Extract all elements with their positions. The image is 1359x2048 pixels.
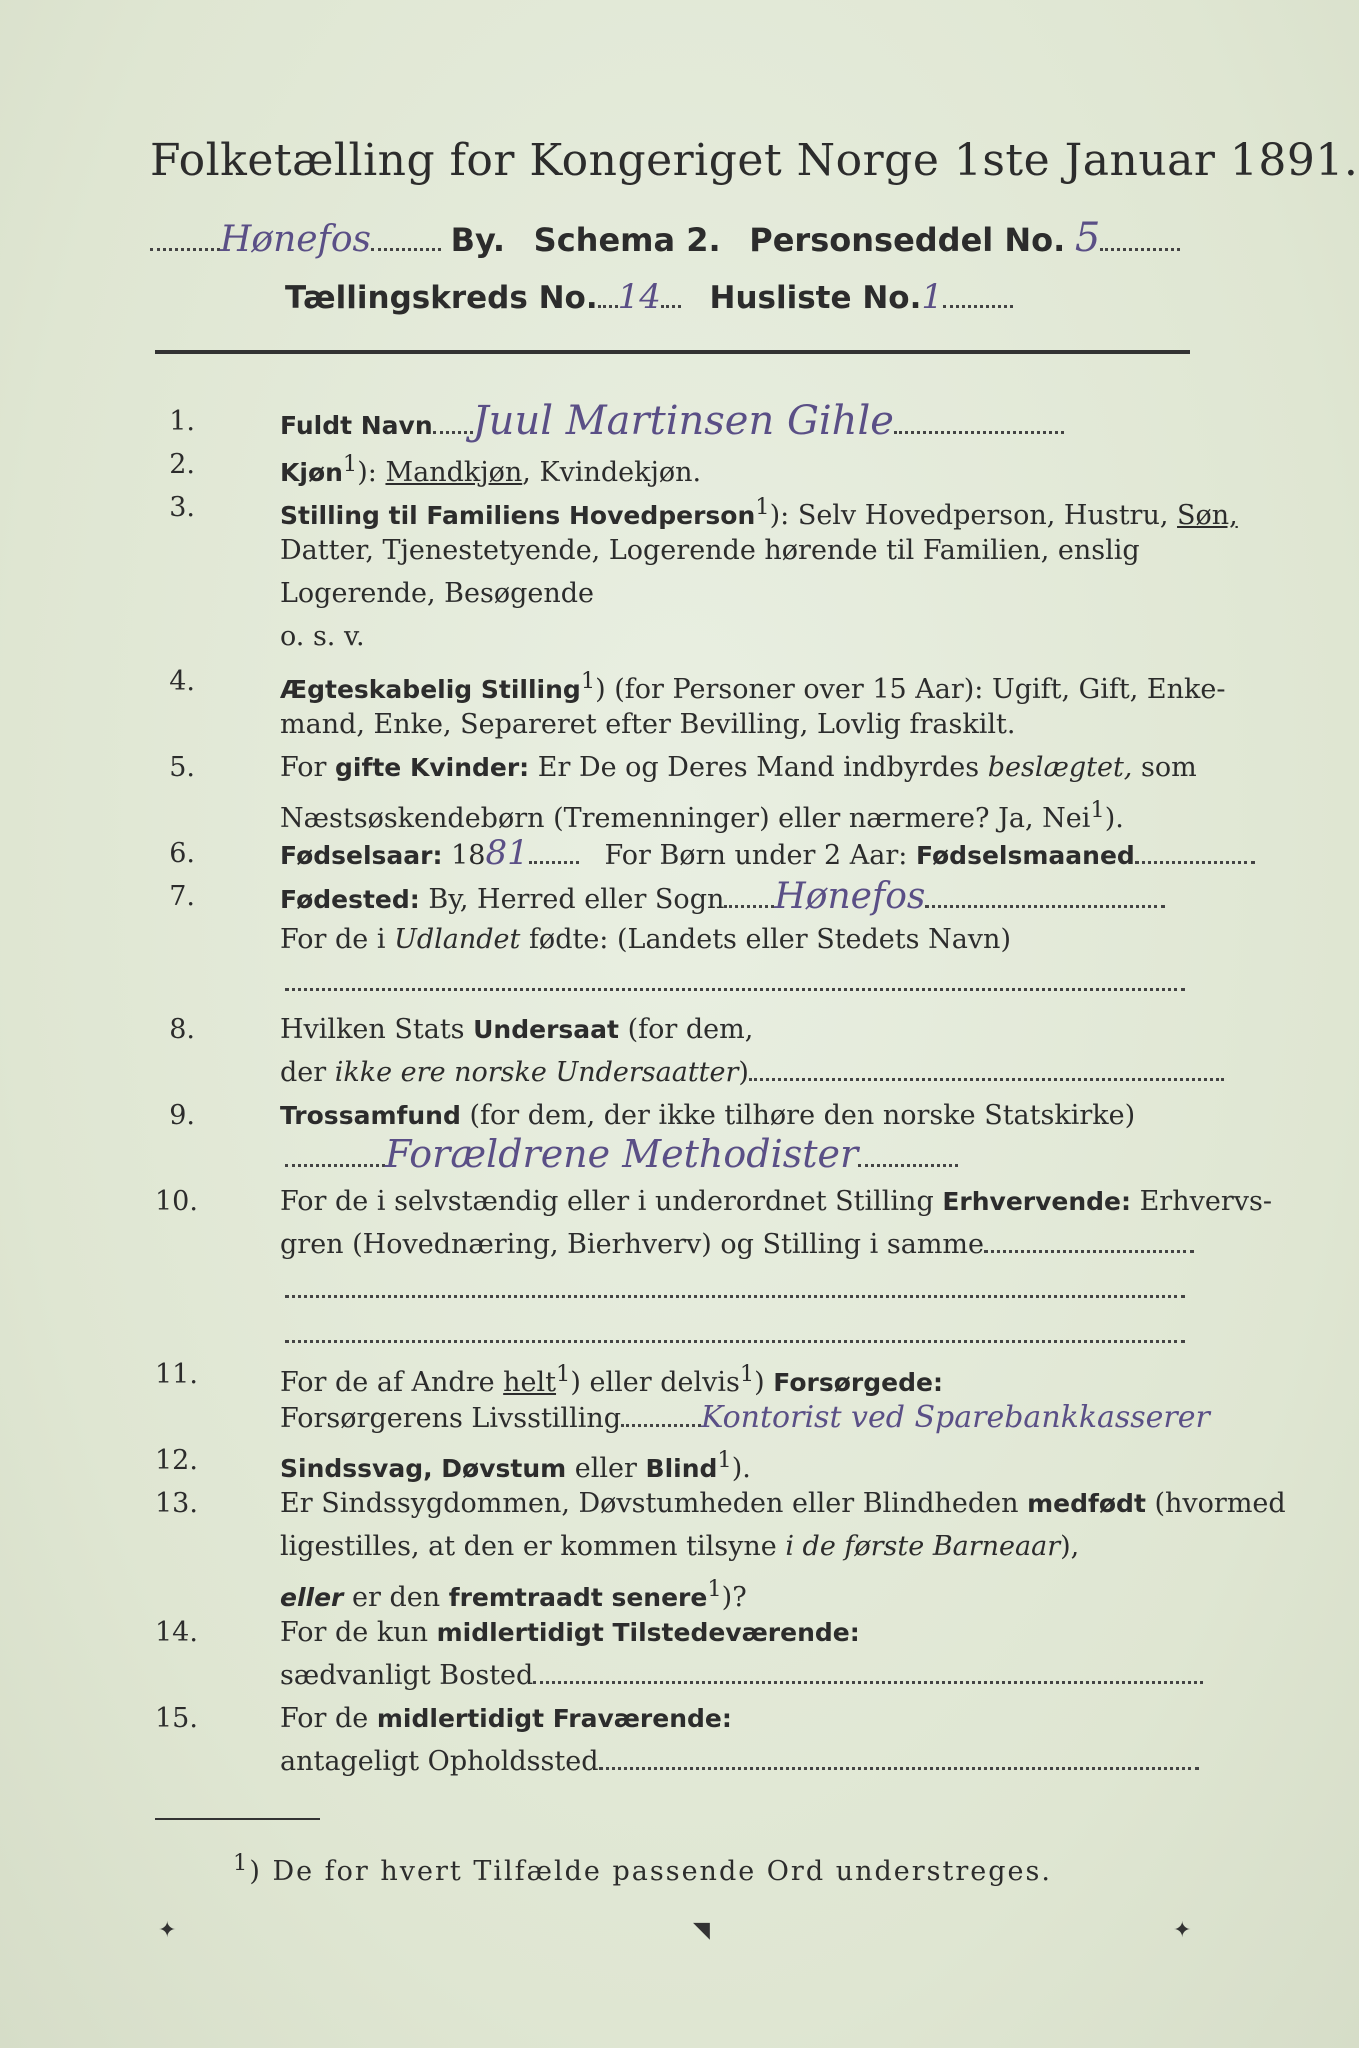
- q8-line1: (for dem,: [618, 1014, 754, 1045]
- q7-line2-italic: Udlandet: [394, 924, 521, 955]
- q8-line2-italic: ikke ere norske Undersaatter: [334, 1057, 739, 1088]
- q5-line1: Er De og Deres Mand indbyrdes: [529, 752, 988, 783]
- q11-line2: Forsørgerens Livsstilling: [280, 1403, 622, 1434]
- q2-option-kvindekjon: Kvindekjøn.: [539, 457, 702, 488]
- q12-label2: Blind: [645, 1454, 718, 1483]
- q11-number: 11.: [155, 1359, 198, 1390]
- q5-line1-end: som: [1132, 752, 1197, 783]
- husliste-label: Husliste No.: [709, 280, 922, 316]
- q14-line2: sædvanligt Bosted: [280, 1660, 534, 1691]
- by-label: By.: [450, 221, 506, 259]
- footnote-sup: 1: [233, 1850, 250, 1876]
- q14-label: midlertidigt Tilstedeværende:: [436, 1618, 860, 1647]
- q15-pre: For de: [280, 1703, 377, 1734]
- q8-label: Undersaat: [473, 1015, 619, 1044]
- corner-mark-center: ◥: [693, 1918, 710, 1943]
- q3-line1: ): Selv Hovedperson, Hustru,: [769, 500, 1178, 531]
- q10-blank-line-2: [285, 1313, 1185, 1356]
- q3-number: 3.: [169, 492, 195, 523]
- q8-pre: Hvilken Stats: [280, 1014, 474, 1045]
- q5-pre: For: [280, 752, 336, 783]
- q8-line2-pre: der: [280, 1057, 335, 1088]
- q13-label: medfødt: [1027, 1489, 1146, 1518]
- q12-label: Sindssvag, Døvstum: [280, 1454, 567, 1483]
- q6-mid: For Børn under 2 Aar:: [604, 840, 908, 871]
- q9-answer-line: [285, 1133, 958, 1180]
- q1-answer: Juul Martinsen Gihle: [472, 398, 894, 444]
- q13-line3-bold: fremtraadt senere: [448, 1583, 708, 1612]
- q4-line1: ) (for Personer over 15 Aar): Ugift, Gift, Enke-: [595, 674, 1226, 705]
- q10-line2-wrap: [280, 1223, 1194, 1266]
- q4-sup: 1: [580, 668, 596, 694]
- q6-number: 6.: [169, 838, 195, 869]
- q13-line2-wrap: [280, 1525, 1079, 1568]
- q12-mid: eller: [566, 1453, 646, 1484]
- q13-line1: (hvormed: [1145, 1488, 1286, 1519]
- q3-sup: 1: [755, 494, 770, 520]
- q6-label: Fødselsaar:: [280, 841, 443, 870]
- q9-line1: (for dem, der ikke tilhøre den norske Statskirke): [460, 1100, 1136, 1131]
- q10-number: 10.: [155, 1186, 198, 1217]
- q15-line2: antageligt Opholdssted: [280, 1746, 599, 1777]
- q7-line2-wrap: [280, 918, 1011, 961]
- q2-option-mandkjon: Mandkjøn: [385, 457, 523, 488]
- q11-line2-wrap: [280, 1396, 1210, 1440]
- q5-line2-wrap: Næstsøskendebørn (Tremenninger) eller nærmere? Ja, Nei$^1$).: [280, 797, 1124, 834]
- q8-number: 8.: [169, 1014, 195, 1045]
- kreds-number: 14: [617, 277, 661, 317]
- q4-label: Ægteskabelig Stilling: [280, 675, 581, 704]
- q7-answer: Hønefos: [774, 876, 926, 917]
- q7-line2-rest: fødte: (Landets eller Stedets Navn): [520, 924, 1011, 955]
- q9-label: Trossamfund: [280, 1101, 461, 1130]
- q11-option-helt: helt: [503, 1367, 557, 1398]
- q14-pre: For de kun: [280, 1617, 437, 1648]
- town-handwritten: Hønefos: [220, 219, 372, 260]
- q7-label: Fødested:: [280, 885, 420, 914]
- q3-label: Stilling til Familiens Hovedperson: [280, 501, 756, 530]
- q7-line2-pre: For de i: [280, 924, 395, 955]
- q10-label: Erhvervende:: [942, 1187, 1132, 1216]
- q2-number: 2.: [169, 449, 195, 480]
- kreds-label: Tællingskreds No.: [285, 280, 598, 316]
- q8-line2-wrap: [280, 1051, 1224, 1094]
- q13-line2-pre: ligestilles, at den er kommen tilsyne: [280, 1531, 786, 1562]
- q13-line3-mid: er den: [343, 1582, 449, 1613]
- corner-mark-left: ✦: [158, 1918, 177, 1943]
- q2-separator: ,: [522, 457, 540, 488]
- q10-line2: gren (Hovednæring, Bierhverv) og Stilling i samme: [280, 1229, 985, 1260]
- personseddel-label: Personseddel No.: [749, 221, 1066, 259]
- q3-line4: o. s. v.: [280, 621, 365, 652]
- q15-number: 15.: [155, 1703, 198, 1734]
- q12-end: ).: [731, 1453, 751, 1484]
- schema-line: [150, 215, 1180, 261]
- q9-answer: Forældrene Methodister: [385, 1132, 859, 1176]
- q6-prefix: 18: [451, 840, 486, 871]
- q13-line3-italic: eller: [280, 1583, 344, 1612]
- q14-line2-wrap: [280, 1654, 1203, 1697]
- header-rule: [155, 350, 1190, 354]
- census-form-page: Folketælling for Kongeriget Norge 1ste Januar 1891. Hønefos By. Schema 2. Personseddel No. 5 Tællingskreds No. 14 Husliste No.1 1. Fuldt Navn Juul Martinsen Gihle 2. Kjøn$^1$): Mandkjøn, Kvindekjøn. 3. Stilling til Familiens Hovedperson$^1$): Selv Hovedperson, Hustru, Søn, Datter, Tjenestetyende, Logerende hørende til Familien, enslig Logerende, Besøgende o. s. v. 4. Ægteskabelig Stilling$^1$) (for Personer over 15 Aar): Ugift, Gift, Enke- mand, Enke, Separeret efter Bevilling, Lovlig fraskilt. 5. For gifte Kvinder: Er De og Deres Mand indbyrdes beslægtet, som Næstsøskendebørn (Tremenninger) eller nærmere? Ja, Nei$^1$). 6. Fødselsaar: 1881 For Børn under 2 Aar: Fødselsmaaned 7. Fødested: By, Herred eller Sogn Hønefos For de i Udlandet fødte: (Landets eller Stedets Navn) 8. Hvilken Stats Undersaat (for dem, der ikke ere norske Undersaatter) 9. Trossamfund (for dem, der ikke tilhøre den norske Statskirke) Forældrene Methodister 10. For de i selvstændig eller i underordnet Stilling Erhvervende: Erhvervs- gren (Hovednæring, Bierhverv) og Stilling i samme 11. For de af Andre helt$^1$) eller delvis$^1$) Forsørgede: Forsørgerens Livsstilling Kontorist ved Sparebankkasserer 12. Sindssvag, Døvstum eller Blind$^1$). 13. Er Sindssygdommen, Døvstumheden eller Blindheden medfødt (hvormed ligestilles, at den er kommen tilsyne i de første Barneaar), eller er den fremtraadt senere$^1$)? 14. For de kun midlertidigt Tilstedeværende: sædvanligt Bosted 15. For de midlertidigt Fraværende: antageligt Opholdssted $^1$) De for hvert Tilfælde passende Ord understreges. ✦ ◥ ✦: [0, 0, 1359, 2048]
- q2-sup: 1: [342, 451, 358, 477]
- husliste-number: 1: [921, 277, 943, 317]
- q7-blank-line: [285, 961, 1185, 1004]
- q13-line2-italic: i de første Barneaar: [785, 1531, 1061, 1562]
- q11-mid: ) eller delvis: [570, 1367, 740, 1398]
- q11-label: Forsørgede:: [773, 1368, 943, 1397]
- q10-line1: Erhvervs-: [1131, 1186, 1272, 1217]
- q15-label: midlertidigt Fraværende:: [376, 1704, 732, 1733]
- q13-line3-wrap: eller er den fremtraadt senere$^1$)?: [280, 1576, 747, 1613]
- q7-number: 7.: [169, 881, 195, 912]
- q7-line1: By, Herred eller Sogn: [419, 884, 725, 915]
- corner-mark-right: ✦: [1173, 1918, 1192, 1943]
- q14-number: 14.: [155, 1617, 198, 1648]
- schema-label: Schema 2.: [533, 221, 721, 259]
- personseddel-number: 5: [1074, 215, 1101, 261]
- kreds-line: [285, 277, 1013, 317]
- q5-label: gifte Kvinder:: [335, 753, 530, 782]
- q12-number: 12.: [155, 1445, 198, 1476]
- q10-pre: For de i selvstændig eller i underordnet Stilling: [280, 1186, 943, 1217]
- q9-number: 9.: [169, 1100, 195, 1131]
- q6-answer: 81: [485, 833, 529, 873]
- q4-number: 4.: [169, 666, 195, 697]
- q8-line2-end: ): [738, 1057, 749, 1088]
- q3-line2: Datter, Tjenestetyende, Logerende hørende til Familien, enslig: [280, 535, 1140, 566]
- q5-line2-end: ).: [1104, 803, 1124, 834]
- q4-line2: mand, Enke, Separeret efter Bevilling, Lovlig fraskilt.: [280, 709, 1016, 740]
- q1-label: Fuldt Navn: [280, 411, 433, 440]
- q13-pre: Er Sindssygdommen, Døvstumheden eller Blindheden: [280, 1488, 1028, 1519]
- q3-option-son: Søn,: [1177, 500, 1238, 531]
- q11-answer: Kontorist ved Sparebankkasserer: [701, 1400, 1210, 1435]
- q5-line2: Næstsøskendebørn (Tremenninger) eller nærmere? Ja, Nei: [280, 803, 1091, 834]
- form-title: Folketælling for Kongeriget Norge 1ste Januar 1891.: [150, 135, 1359, 186]
- q13-number: 13.: [155, 1488, 198, 1519]
- q11-pre: For de af Andre: [280, 1367, 504, 1398]
- q10-blank-line-1: [285, 1268, 1185, 1311]
- q13-line3-end: )?: [721, 1582, 747, 1613]
- footnote: [233, 1850, 1052, 1887]
- q2-label: Kjøn: [280, 458, 343, 487]
- footnote-rule: [155, 1818, 320, 1820]
- q5-italic: beslægtet,: [987, 752, 1133, 783]
- q13-line2-end: ),: [1060, 1531, 1080, 1562]
- q15-line2-wrap: [280, 1740, 1199, 1783]
- q11-mid2: ): [754, 1367, 774, 1398]
- q6-label2: Fødselsmaaned: [915, 841, 1135, 870]
- q1-number: 1.: [169, 406, 195, 437]
- q3-line3: Logerende, Besøgende: [280, 578, 594, 609]
- q5-number: 5.: [169, 752, 195, 783]
- footnote-text: ) De for hvert Tilfælde passende Ord understreges.: [249, 1856, 1052, 1887]
